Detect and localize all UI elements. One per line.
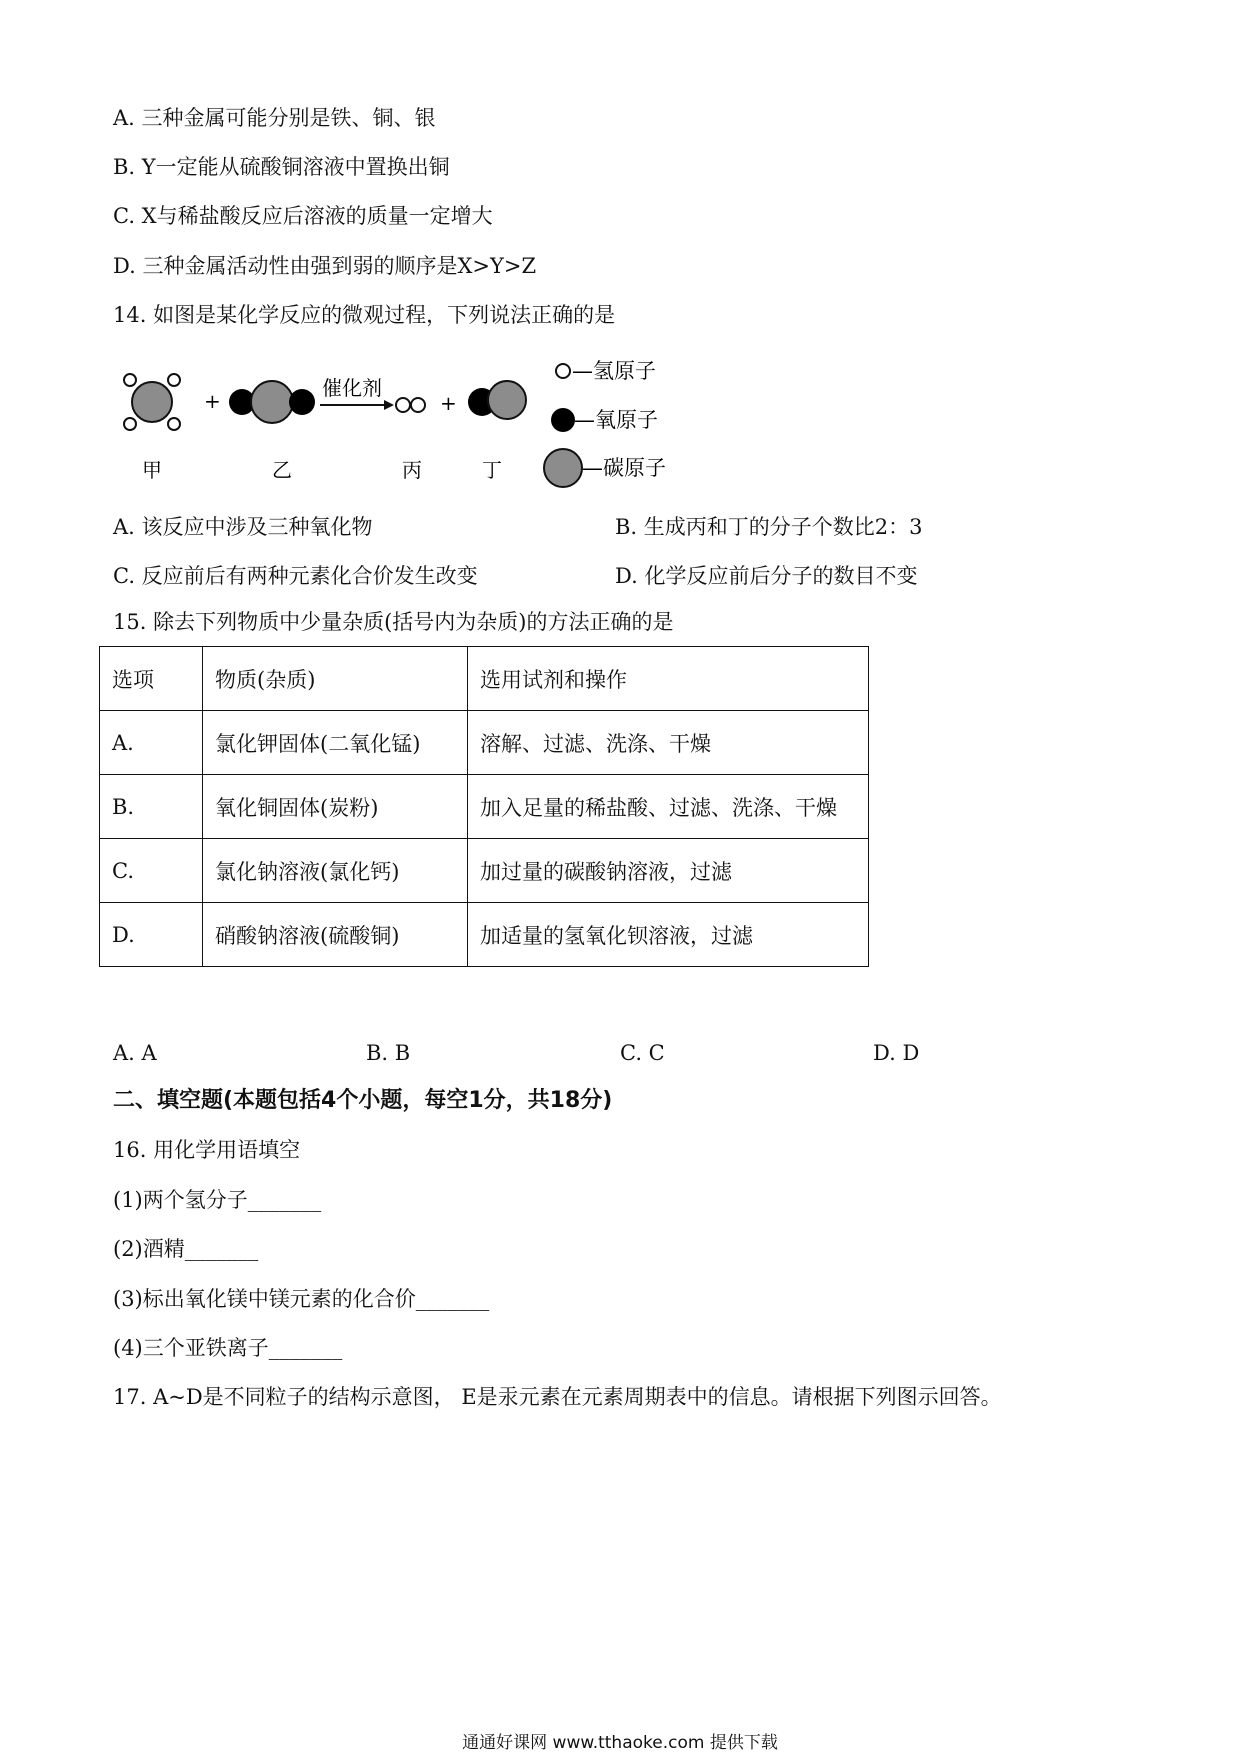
- reaction-svg: [112, 350, 692, 500]
- q16-stem: 16. 用化学用语填空: [113, 1138, 301, 1162]
- q14-option-a: A. 该反应中涉及三种氧化物: [113, 515, 373, 539]
- table-cell: 溶解、过滤、洗涤、干燥: [468, 711, 869, 775]
- q13-option-a: A. 三种金属可能分别是铁、铜、银: [113, 106, 436, 130]
- legend-hydrogen-icon: [556, 364, 570, 378]
- label-ding: 丁: [482, 458, 502, 482]
- legend-oxygen: —氧原子: [574, 408, 658, 432]
- q16-item-1: (1)两个氢分子_______: [113, 1188, 322, 1212]
- page-footer: 通通好课网 www.tthaoke.com 提供下载: [462, 1733, 778, 1753]
- catalyst-label: 催化剂: [322, 376, 382, 400]
- q14-option-d: D. 化学反应前后分子的数目不变: [615, 564, 918, 588]
- table-header: 选用试剂和操作: [468, 647, 869, 711]
- plus-sign-1: +: [204, 389, 221, 413]
- q16-item-3: (3)标出氧化镁中镁元素的化合价_______: [113, 1287, 490, 1311]
- q17-stem: 17. A~D是不同粒子的结构示意图， E是汞元素在元素周期表中的信息。请根据下列图示回答。: [113, 1385, 1002, 1409]
- molecule-yi: [229, 381, 315, 423]
- table-cell: A.: [100, 711, 203, 775]
- table-row: [100, 711, 869, 775]
- q15-option-d: D. D: [873, 1041, 920, 1065]
- table-cell: 氯化钾固体(二氧化锰): [203, 711, 468, 775]
- q14-stem: 14. 如图是某化学反应的微观过程，下列说法正确的是: [113, 303, 616, 327]
- q14-option-b: B. 生成丙和丁的分子个数比2：3: [615, 515, 923, 539]
- table-header: 物质(杂质): [203, 647, 468, 711]
- legend-carbon-icon: [544, 449, 582, 487]
- label-jia: 甲: [142, 458, 162, 482]
- table-cell: 加过量的碳酸钠溶液，过滤: [468, 839, 869, 903]
- molecule-jia: [124, 374, 180, 430]
- q15-stem: 15. 除去下列物质中少量杂质(括号内为杂质)的方法正确的是: [113, 610, 674, 634]
- reaction-diagram: [112, 350, 692, 500]
- table-cell: D.: [100, 903, 203, 967]
- q15-table: [99, 646, 869, 967]
- table-cell: C.: [100, 839, 203, 903]
- q14-option-c: C. 反应前后有两种元素化合价发生改变: [113, 564, 478, 588]
- table-cell: B.: [100, 775, 203, 839]
- table-row: [100, 775, 869, 839]
- molecule-ding: [468, 381, 526, 419]
- legend-hydrogen: —氢原子: [572, 359, 656, 383]
- q15-option-b: B. B: [366, 1041, 411, 1065]
- table-row: [100, 903, 869, 967]
- table-cell: 氧化铜固体(炭粉): [203, 775, 468, 839]
- q13-option-b: B. Y一定能从硫酸铜溶液中置换出铜: [113, 155, 450, 179]
- table-cell: 加入足量的稀盐酸、过滤、洗涤、干燥: [468, 775, 869, 839]
- legend: [544, 359, 666, 487]
- q13-option-d: D. 三种金属活动性由强到弱的顺序是X>Y>Z: [113, 254, 537, 278]
- q16-item-4: (4)三个亚铁离子_______: [113, 1336, 343, 1360]
- label-bing: 丙: [402, 458, 422, 482]
- plus-sign-2: +: [440, 391, 457, 415]
- legend-carbon: —碳原子: [582, 456, 666, 480]
- label-yi: 乙: [272, 458, 292, 482]
- q16-item-2: (2)酒精_______: [113, 1237, 259, 1261]
- legend-oxygen-icon: [551, 408, 575, 432]
- table-header: 选项: [100, 647, 203, 711]
- table-header-row: [100, 647, 869, 711]
- table-cell: 氯化钠溶液(氯化钙): [203, 839, 468, 903]
- q15-option-a: A. A: [113, 1041, 157, 1065]
- arrow-head: [384, 400, 394, 410]
- q15-option-c: C. C: [620, 1041, 665, 1065]
- section-title: 二、填空题(本题包括4个小题，每空1分，共18分): [113, 1088, 613, 1113]
- q13-option-c: C. X与稀盐酸反应后溶液的质量一定增大: [113, 204, 493, 228]
- table-cell: 硝酸钠溶液(硫酸铜): [203, 903, 468, 967]
- table-cell: 加适量的氢氧化钡溶液，过滤: [468, 903, 869, 967]
- molecule-bing: [396, 398, 425, 412]
- table-row: [100, 839, 869, 903]
